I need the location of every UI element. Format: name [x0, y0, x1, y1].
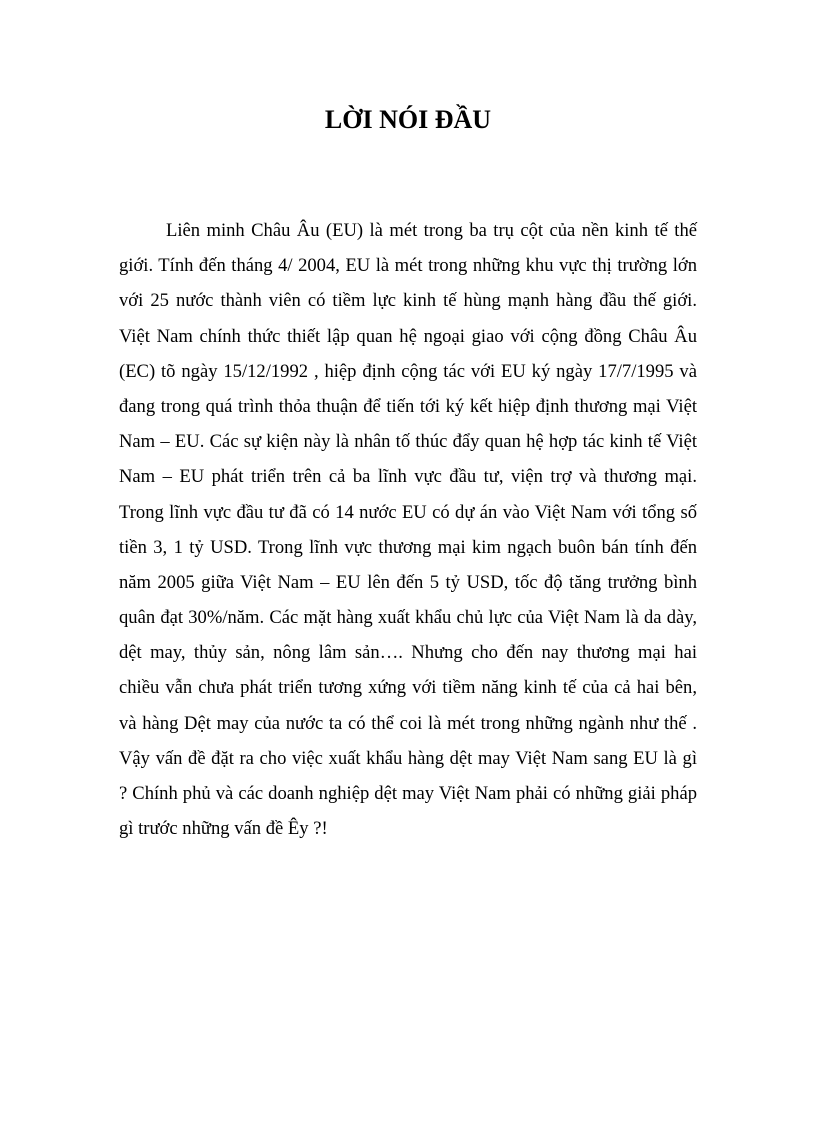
paragraph-line: chiều vẫn chưa phát triển tương xứng với tiềm năng kinh tế của cả hai bên, [119, 677, 697, 699]
paragraph-line: Việt Nam chính thức thiết lập quan hệ ngoại giao với cộng đồng Châu Âu [119, 325, 697, 347]
paragraph-line: Nam – EU. Các sự kiện này là nhân tố thúc đẩy quan hệ hợp tác kinh tế Việt [119, 431, 697, 453]
paragraph-line: gì trước những vấn đề Êy ?! [119, 818, 328, 840]
paragraph-line: Vậy vấn đề đặt ra cho việc xuất khẩu hàng dệt may Việt Nam sang EU là gì [119, 747, 697, 769]
paragraph-line: quân đạt 30%/năm. Các mặt hàng xuất khẩu chủ lực của Việt Nam là da dày, [119, 607, 697, 629]
paragraph-line: Trong lĩnh vực đầu tư đã có 14 nước EU có dự án vào Việt Nam với tổng số [119, 501, 697, 523]
paragraph-line: giới. Tính đến tháng 4/ 2004, EU là mét trong những khu vực thị trường lớn [119, 255, 697, 277]
paragraph-line: và hàng Dệt may của nước ta có thể coi là mét trong những ngành như thế . [119, 712, 697, 734]
paragraph-line: với 25 nước thành viên có tiềm lực kinh tế hùng mạnh hàng đầu thế giới. [119, 290, 697, 312]
paragraph-line: (EC) tõ ngày 15/12/1992 , hiệp định cộng tác với EU ký ngày 17/7/1995 và [119, 360, 697, 382]
intro-paragraph [119, 213, 697, 846]
paragraph-line: Liên minh Châu Âu (EU) là mét trong ba trụ cột của nền kinh tế thế [166, 220, 697, 241]
paragraph-line: Nam – EU phát triển trên cả ba lĩnh vực đầu tư, viện trợ và thương mại. [119, 466, 697, 488]
paragraph-line: tiền 3, 1 tỷ USD. Trong lĩnh vực thương mại kim ngạch buôn bán tính đến [119, 536, 697, 558]
paragraph-line: ? Chính phủ và các doanh nghiệp dệt may Việt Nam phải có những giải pháp [119, 783, 697, 804]
paragraph-line: năm 2005 giữa Việt Nam – EU lên đến 5 tỷ USD, tốc độ tăng trưởng bình [119, 571, 697, 593]
paragraph-line: dệt may, thủy sản, nông lâm sản…. Nhưng cho đến nay thương mại hai [119, 642, 697, 664]
page-title: LỜI NÓI ĐẦU [324, 105, 492, 134]
paragraph-line: đang trong quá trình thỏa thuận để tiến tới ký kết hiệp định thương mại Việt [119, 395, 697, 417]
